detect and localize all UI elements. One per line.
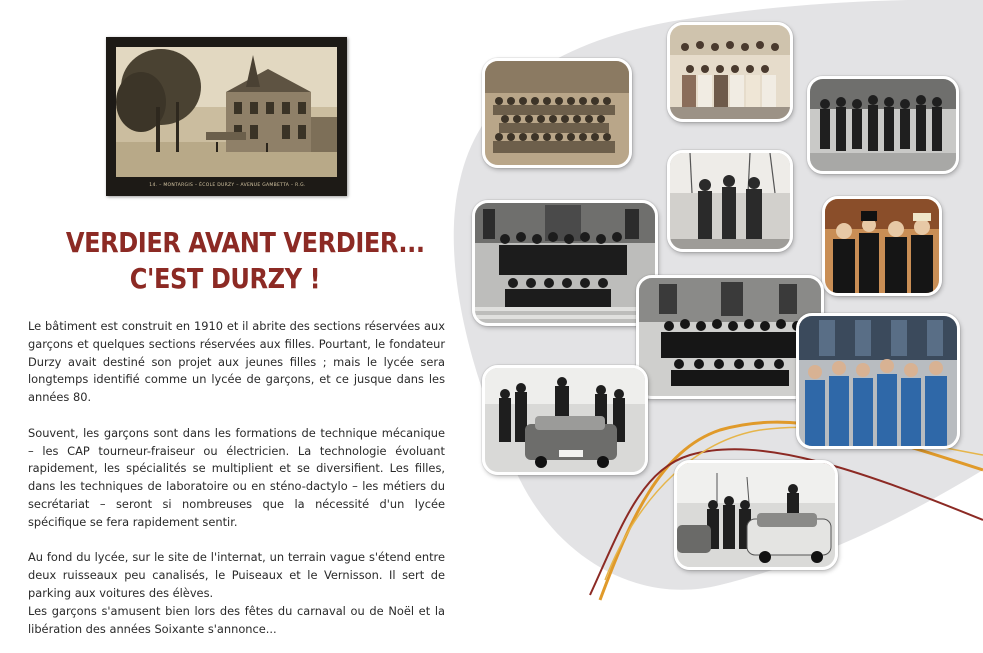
photo-students-outdoor xyxy=(807,76,959,174)
page-title xyxy=(65,225,425,297)
photo-boys-car xyxy=(482,365,648,475)
paragraph-2: Souvent, les garçons sont dans les formations de technique mécanique – les CAP tourneur-fraiseur ou électricien. La technologie évoluant rapidement, les spécialités se multiplient et se diversifient. Les filles, dans les techniques de laboratoire ou en sténo-dactylo – les métiers du secrétariat – seront si nombreuses que la nécessité d'un lycée spécifique se fera rapidement sentir. xyxy=(28,425,445,529)
postcard-image xyxy=(116,47,337,177)
body-text xyxy=(28,318,445,638)
photo-carnival-color xyxy=(822,196,942,296)
photo-group-steps xyxy=(472,200,658,326)
photo-girls-color xyxy=(667,22,793,122)
photo-class-sepia xyxy=(482,58,632,168)
title-line-1: VERDIER AVANT VERDIER... xyxy=(65,226,425,259)
photo-boys-blue xyxy=(796,313,960,449)
photo-three-boys xyxy=(667,150,793,252)
paragraph-3: Au fond du lycée, sur le site de l'internat, un terrain vague s'étend entre deux ruisseaux peu canalisés, le Puiseaux et le Vernisson. Il sert de parking aux voitures des élèves. xyxy=(28,550,445,600)
paragraph-4: Les garçons s'amusent bien lors des fêtes du carnaval ou de Noël et la libération des années Soixante s'annonce... xyxy=(28,603,445,636)
vintage-postcard xyxy=(106,37,347,196)
photo-cars-parking xyxy=(674,460,838,570)
postcard-caption: 14. – MONTARGIS – ÉCOLE DURZY – AVENUE GAMBETTA – R.G. xyxy=(149,183,306,188)
paragraph-1: Le bâtiment est construit en 1910 et il abrite des sections réservées aux garçons et quelques sections réservées aux filles. Pourtant, le fondateur Durzy avait destiné son projet aux jeunes filles ; mais le lycée sera longtemps identifié comme un lycée de garçons, et ce jusque dans les années 80. xyxy=(28,319,445,405)
title-line-2: C'EST DURZY ! xyxy=(129,262,321,295)
